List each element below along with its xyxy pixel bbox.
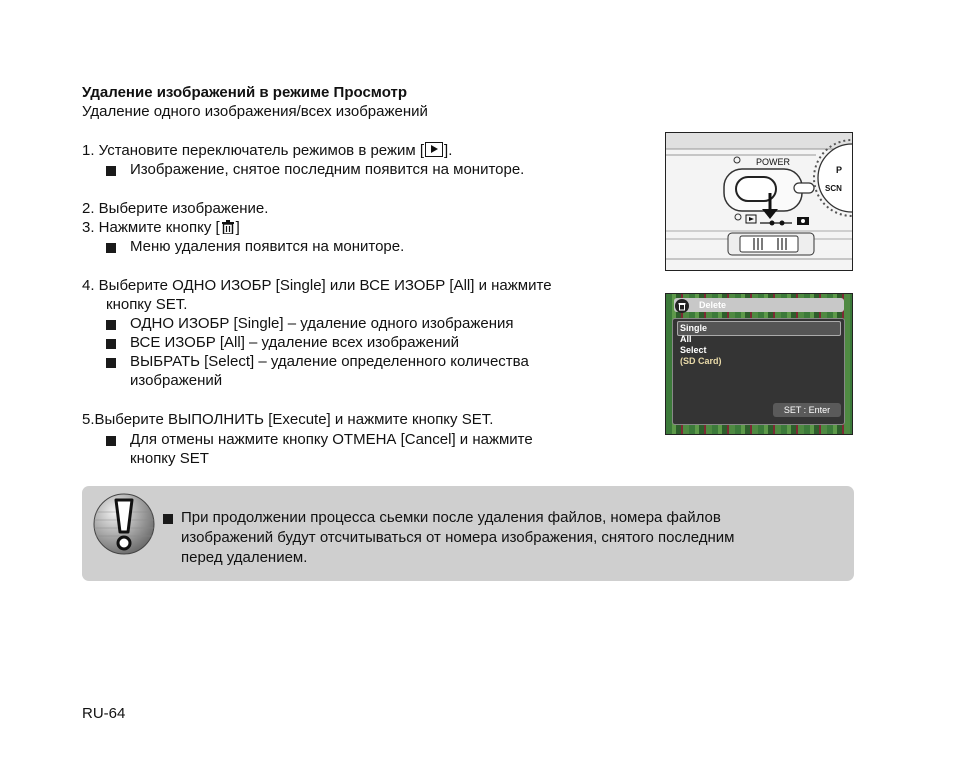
note-line-3: перед удалением. <box>181 549 308 566</box>
lcd-delete-menu-illustration <box>665 293 853 435</box>
camera-top-illustration <box>665 132 853 271</box>
step-2: 2. Выберите изображение. <box>82 200 269 217</box>
dial-label-scn: SCN <box>825 184 842 193</box>
camera-body-drawing <box>666 133 852 270</box>
lcd-item-select: Select <box>680 345 707 355</box>
step-4-bullet-single: ОДНО ИЗОБР [Single] – удаление одного изображения <box>130 315 514 332</box>
step-5-bullet: Для отмены нажмите кнопку ОТМЕНА [Cancel] и нажмите <box>130 431 533 448</box>
lcd-menu-panel <box>672 318 845 425</box>
lcd-footer-hint: SET : Enter <box>773 403 841 417</box>
step-4-line1: 4. Выберите ОДНО ИЗОБР [Single] или ВСЕ ИЗОБР [All] и нажмите <box>82 277 552 294</box>
dial-label-p: P <box>836 165 843 175</box>
step-3 <box>82 218 240 237</box>
page-number: RU-64 <box>82 705 126 722</box>
bullet-icon <box>106 320 116 330</box>
step-1-suffix: ]. <box>444 142 453 159</box>
bullet-icon <box>106 243 116 253</box>
step-5-bullet-cont: кнопку SET <box>130 450 209 467</box>
section-subtitle: Удаление одного изображения/всех изображений <box>82 103 428 120</box>
bullet-icon <box>106 339 116 349</box>
step-5: 5.Выберите ВЫПОЛНИТЬ [Execute] и нажмите кнопку SET. <box>82 411 494 428</box>
step-1-bullet: Изображение, снятое последним появится на мониторе. <box>130 161 525 178</box>
section-title: Удаление изображений в режиме Просмотр <box>82 84 408 101</box>
note-box <box>82 486 854 581</box>
lcd-item-sd-card: (SD Card) <box>680 356 722 366</box>
lcd-item-single: Single <box>680 323 708 333</box>
step-4-line2: кнопку SET. <box>106 296 188 313</box>
lcd-item-all: All <box>680 334 692 344</box>
bullet-icon <box>106 358 116 368</box>
step-3-bullet: Меню удаления появится на мониторе. <box>130 238 405 255</box>
step-4-bullet-select-cont: изображений <box>130 372 223 389</box>
step-1-text: 1. Установите переключатель режимов в режим [ <box>82 142 425 159</box>
step-4-bullet-select: ВЫБРАТЬ [Select] – удаление определенного количества <box>130 353 529 370</box>
bullet-icon <box>163 514 173 524</box>
note-line-1: При продолжении процесса сьемки после удаления файлов, номера файлов <box>181 509 721 526</box>
step-3-suffix: ] <box>235 219 240 236</box>
warning-icon <box>92 492 156 556</box>
step-1 <box>82 141 452 160</box>
power-label: POWER <box>756 157 791 167</box>
note-line-2: изображений будут отсчитываться от номера изображения, снятого последним <box>181 529 735 546</box>
step-4-bullet-all: ВСЕ ИЗОБР [All] – удаление всех изображений <box>130 334 460 351</box>
lcd-header-title: Delete <box>699 300 727 310</box>
step-3-text: 3. Нажмите кнопку [ <box>82 219 220 236</box>
bullet-icon <box>106 436 116 446</box>
trash-icon <box>675 299 689 313</box>
playback-mode-icon <box>425 142 443 157</box>
bullet-icon <box>106 166 116 176</box>
trash-icon <box>222 220 234 234</box>
